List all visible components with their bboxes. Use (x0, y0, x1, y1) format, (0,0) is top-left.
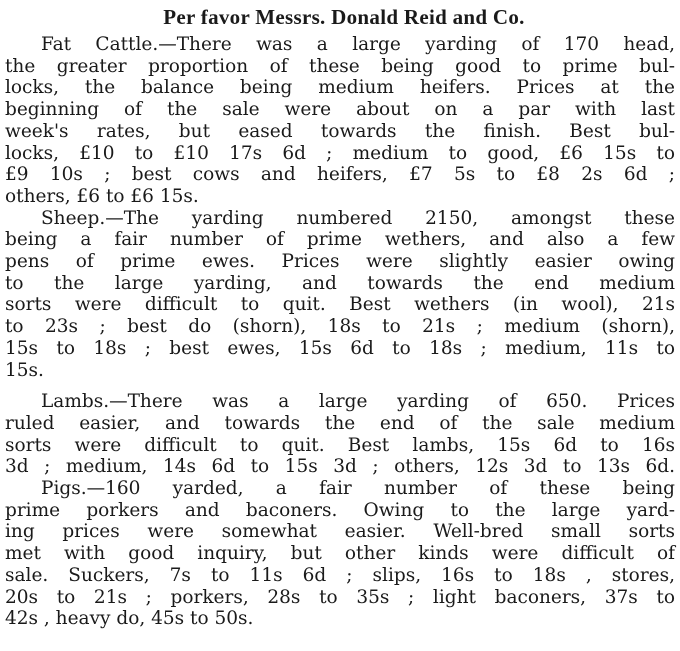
lambs-paragraph (5, 391, 675, 478)
text-line: the greater proportion of these being good to prime bul- (5, 55, 675, 77)
text-line: to the large yarding, and towards the end medium (5, 272, 675, 294)
text-line: being a fair number of prime wethers, and also a few (5, 229, 675, 251)
text-line: pens of prime ewes. Prices were slightly easier owing (5, 251, 675, 273)
text-line: sorts were difficult to quit. Best wethers (in wool), 21s (5, 294, 675, 316)
text-line: 42s , heavy do, 45s to 50s. (5, 608, 254, 630)
text-line: 20s to 21s ; porkers, 28s to 35s ; light baconers, 37s to (5, 586, 675, 608)
text-line: ing prices were somewhat easier. Well-bred small sorts (5, 521, 675, 543)
text-line: Sheep.—The yarding numbered 2150, amongst these (41, 207, 675, 229)
text-line: 15s. (5, 359, 44, 381)
text-line: £9 10s ; best cows and heifers, £7 5s to £8 2s 6d ; (5, 164, 675, 186)
article-heading: Per favor Messrs. Donald Reid and Co. (163, 5, 525, 29)
text-line: Pigs.—160 yarded, a fair number of these being (41, 478, 675, 500)
sheep-paragraph (5, 208, 675, 382)
fat-cattle-paragraph (5, 34, 675, 208)
text-line: Fat Cattle.—There was a large yarding of 170 head, (41, 34, 675, 55)
text-line: Lambs.—There was a large yarding of 650. Prices (41, 391, 675, 413)
text-line: others, £6 to £6 15s. (5, 185, 199, 207)
text-line: sorts were difficult to quit. Best lambs, 15s 6d to 16s (5, 434, 675, 456)
pigs-paragraph (5, 478, 675, 630)
text-line: ruled easier, and towards the end of the sale medium (5, 412, 675, 434)
text-line: sale. Suckers, 7s to 11s 6d ; slips, 16s to 18s , stores, (5, 564, 675, 586)
text-line: 3d ; medium, 14s 6d to 15s 3d ; others, 12s 3d to 13s 6d. (5, 456, 675, 478)
text-line: prime porkers and baconers. Owing to the large yard- (5, 499, 675, 521)
text-line: locks, £10 to £10 17s 6d ; medium to good, £6 15s to (5, 142, 675, 164)
market-report-article (5, 4, 675, 630)
text-line: beginning of the sale were about on a par with last (5, 99, 675, 121)
text-line: week's rates, but eased towards the finish. Best bul- (5, 120, 675, 142)
text-line: met with good inquiry, but other kinds were difficult of (5, 543, 675, 565)
paragraph-gap (5, 381, 675, 391)
text-line: 15s to 18s ; best ewes, 15s 6d to 18s ; medium, 11s to (5, 337, 675, 359)
text-line: to 23s ; best do (shorn), 18s to 21s ; medium (shorn), (5, 316, 675, 338)
text-line: locks, the balance being medium heifers. Prices at the (5, 77, 675, 99)
